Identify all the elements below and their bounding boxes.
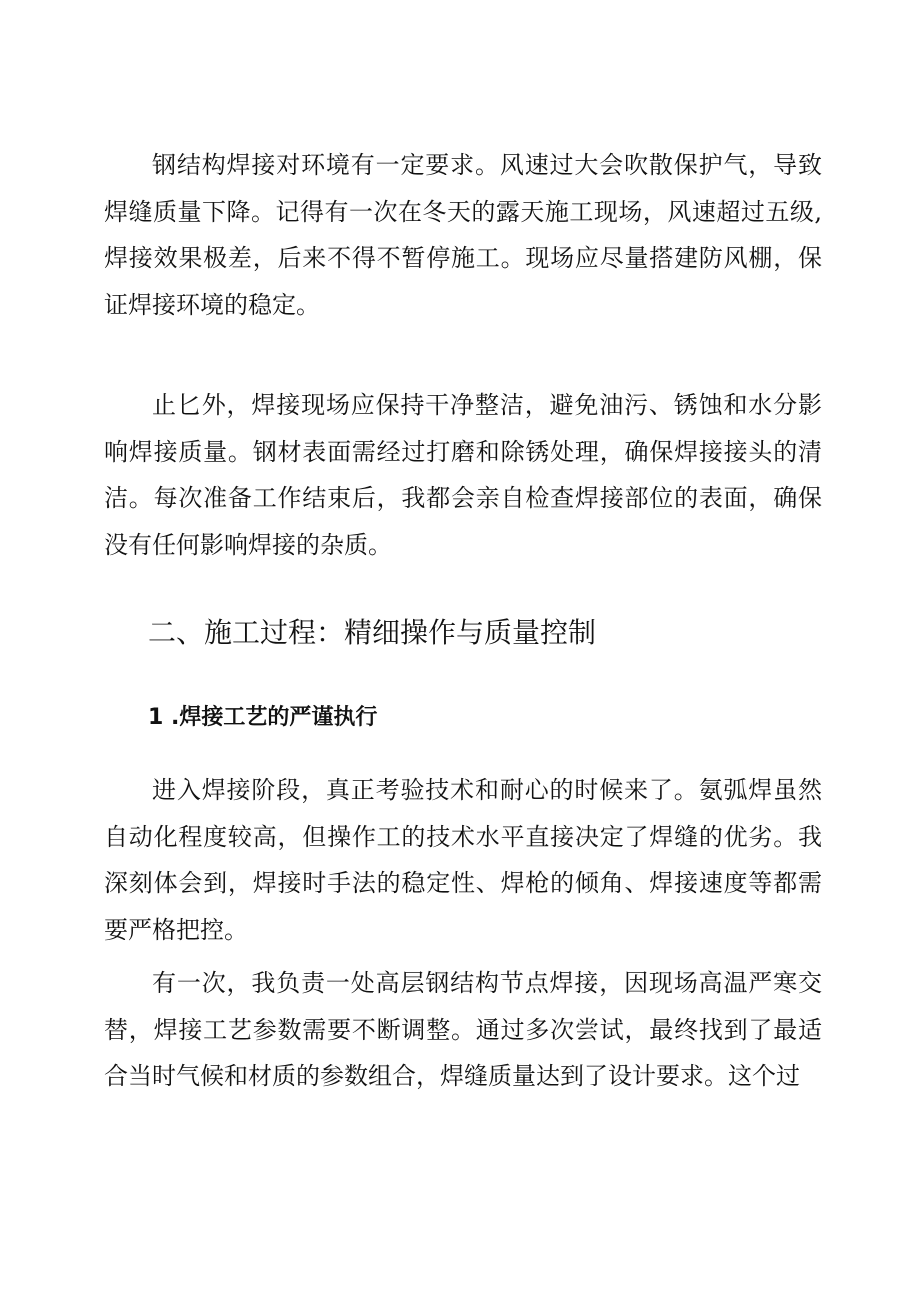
- section-heading: 二、施工过程：精细操作与质量控制: [148, 616, 597, 649]
- paragraph-site-cleanliness: 止匕外，焊接现场应保持干净整洁，避免油污、锈蚀和水分影响焊接质量。钢材表面需经过打磨和除锈处理，确保焊接接头的清洁。每次准备工作结束后，我都会亲自检查焊接部位的表面，确保没有任何影响焊接的杂质。: [104, 391, 822, 559]
- paragraph-parameter-adjustment: 有一次，我负责一处高层钢结构节点焊接，因现场高温严寒交替，焊接工艺参数需要不断调整。通过多次尝试，最终找到了最适合当时气候和材质的参数组合，焊缝质量达到了设计要求。这个过: [104, 969, 822, 1090]
- paragraph-welding-stage: 进入焊接阶段，真正考验技术和耐心的时候来了。氨弧焊虽然自动化程度较高，但操作工的技术水平直接决定了焊缝的优劣。我深刻体会到，焊接时手法的稳定性、焊枪的倾角、焊接速度等都需要严格把控。: [104, 776, 822, 944]
- paragraph-environment-wind: 钢结构焊接对环境有一定要求。风速过大会吹散保护气，导致焊缝质量下降。记得有一次在冬天的露天施工现场，风速超过五级,焊接效果极差，后来不得不暂停施工。现场应尽量搭建防风棚，保证焊接环境的稳定。: [104, 151, 822, 319]
- subsection-heading: 1 .焊接工艺的严谨执行: [148, 705, 378, 730]
